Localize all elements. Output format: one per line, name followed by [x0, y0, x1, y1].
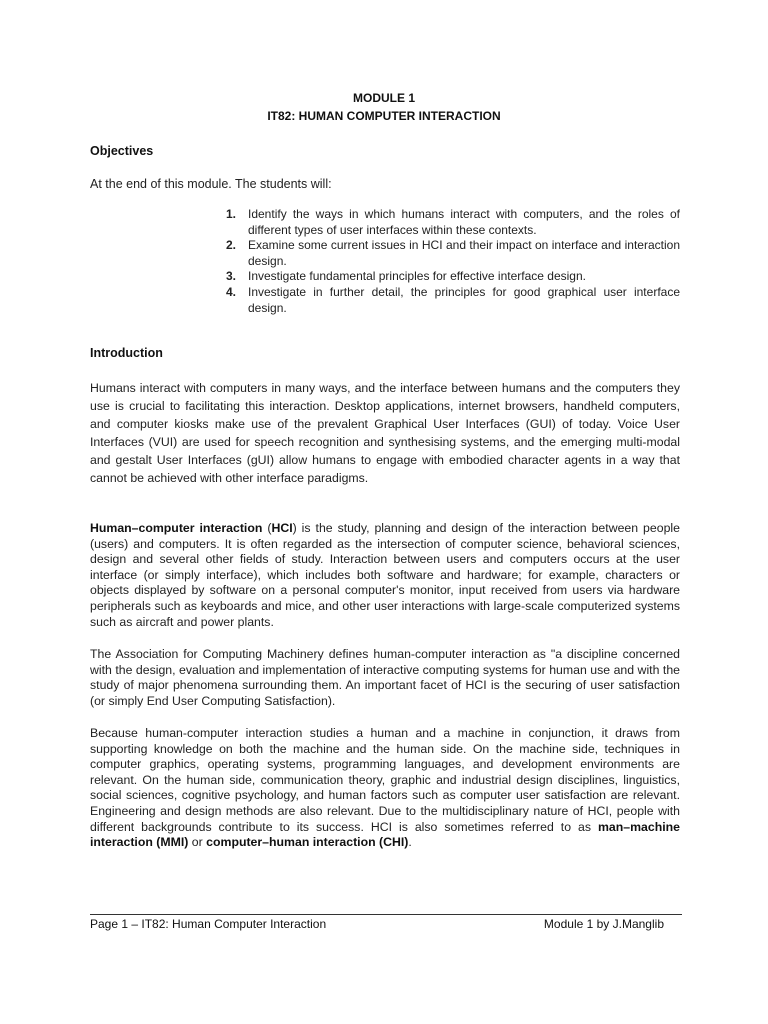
- mmi-term: man–machine interaction (MMI): [90, 819, 680, 850]
- objective-item: [226, 207, 680, 238]
- paragraph-text: Because human-computer interaction studies a human and a machine in conjunction, it draws from supporting knowledge on both the machine and the human side. On the machine side, techniques in computer graphics, operating systems, programming languages, and development environments are relevant. On the human side, communication theory, graphic and industrial design disciplines, linguistics, social sciences, cognitive psychology, and human factors such as computer user satisfaction are relevant. Engineering and design methods are also relevant. Due to the multidisciplinary nature of HCI, people with different backgrounds contribute to its success. HCI is also sometimes referred to as: [90, 726, 680, 834]
- footer-divider: [90, 914, 682, 915]
- objective-item: [226, 238, 680, 269]
- connector-text: or: [188, 835, 207, 850]
- paren-open: (: [262, 521, 272, 535]
- objective-number: 3.: [226, 269, 237, 284]
- objective-text: Investigate fundamental principles for effective interface design.: [248, 269, 586, 284]
- end-punctuation: .: [408, 835, 412, 850]
- objectives-lead: At the end of this module. The students will:: [90, 177, 332, 191]
- footer-page-label: Page 1 – IT82: Human Computer Interaction: [90, 917, 327, 931]
- objective-text: Identify the ways in which humans interact with computers, and the roles of different types of user interfaces within these contexts.: [248, 207, 680, 237]
- hci-definition: ) is the study, planning and design of the interaction between people (users) and computers. It is often regarded as the intersection of computer science, behavioral sciences, design and several other fields of study. Interaction between users and computers occurs at the user interface (or simply interface), which includes both software and hardware; for example, characters or objects displayed by software on a personal computer's monitor, input received from users via hardware peripherals such as keyboards and mice, and other user interactions with large-scale computerized systems such as aircraft and power plants.: [90, 521, 680, 629]
- objective-item: [226, 269, 680, 285]
- intro-paragraph-2: [90, 521, 680, 630]
- course-title: IT82: HUMAN COMPUTER INTERACTION: [267, 109, 501, 123]
- footer-author-label: Module 1 by J.Manglib: [543, 917, 664, 931]
- intro-paragraph-3: The Association for Computing Machinery defines human-computer interaction as "a discipline concerned with the design, evaluation and implementation of interactive computing systems for human use and with the study of major phenomena surrounding them. An important facet of HCI is the securing of user satisfaction (or simply End User Computing Satisfaction).: [90, 647, 680, 708]
- chi-term: computer–human interaction (CHI): [206, 835, 409, 850]
- objectives-heading: Objectives: [90, 144, 154, 158]
- intro-paragraph-4: [90, 726, 680, 851]
- objective-number: 1.: [226, 207, 237, 221]
- module-title: MODULE 1: [352, 91, 415, 105]
- hci-abbr: HCI: [271, 521, 293, 535]
- introduction-heading: Introduction: [90, 346, 163, 360]
- objective-number: 4.: [226, 284, 237, 299]
- hci-term: Human–computer interaction: [90, 521, 263, 535]
- objective-text: Examine some current issues in HCI and their impact on interface and interaction design.: [248, 238, 680, 268]
- objective-number: 2.: [226, 238, 237, 253]
- objective-item: [226, 285, 680, 316]
- objective-text: Investigate in further detail, the principles for good graphical user interface design.: [248, 284, 680, 315]
- intro-paragraph-1: Humans interact with computers in many ways, and the interface between humans and the computers they use is crucial to facilitating this interaction. Desktop applications, internet browsers, handheld computers, and computer kiosks make use of the prevalent Graphical User Interfaces (GUI) of today. Voice User Interfaces (VUI) are used for speech recognition and synthesising systems, and the emerging multi-modal and gestalt User Interfaces (gUI) allow humans to engage with embodied character agents in a way that cannot be achieved with other interface paradigms.: [90, 381, 680, 485]
- objectives-list: [226, 207, 680, 316]
